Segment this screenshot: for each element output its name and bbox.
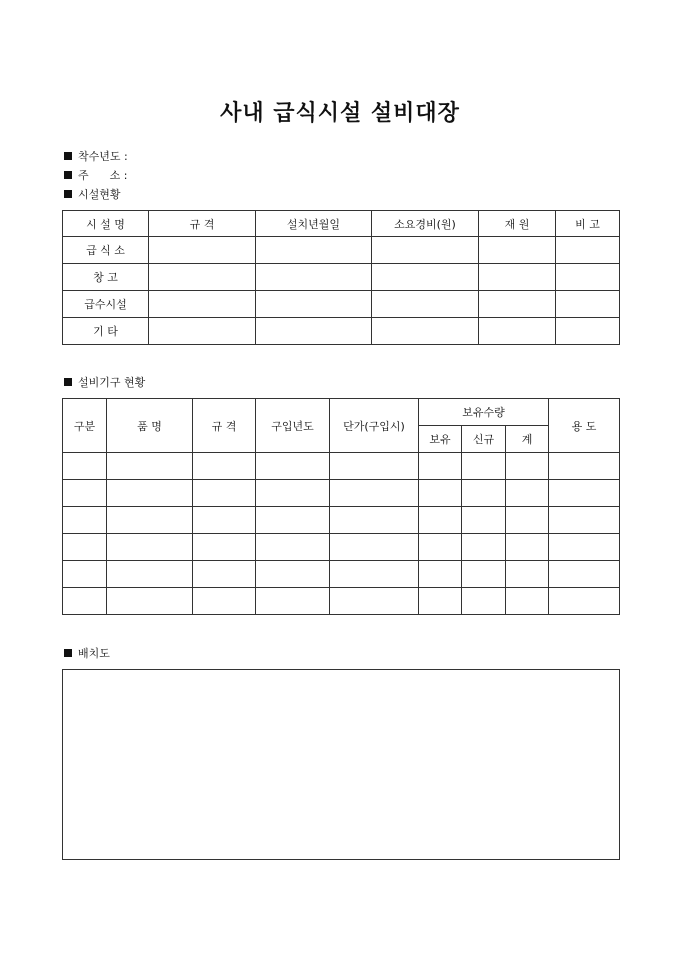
- facility-status-label: 시설현황: [78, 188, 121, 201]
- table-row: [63, 588, 620, 615]
- col-header: 규 격: [149, 211, 256, 237]
- table-row: [63, 237, 620, 264]
- table-cell[interactable]: [193, 561, 256, 588]
- table-cell[interactable]: [107, 480, 193, 507]
- table-cell[interactable]: [419, 480, 462, 507]
- layout-drawing-box[interactable]: [62, 669, 620, 860]
- table-cell[interactable]: [549, 507, 620, 534]
- table-cell[interactable]: [256, 453, 330, 480]
- col-header: 규 격: [193, 399, 256, 453]
- table-cell[interactable]: [506, 588, 549, 615]
- col-header: 비 고: [556, 211, 620, 237]
- bullet-square-icon: [64, 152, 72, 160]
- table-cell[interactable]: [462, 534, 506, 561]
- row-label: 급 식 소: [63, 237, 149, 264]
- table-cell[interactable]: [193, 453, 256, 480]
- col-header: 시 설 명: [63, 211, 149, 237]
- table-cell[interactable]: [149, 318, 256, 345]
- table-cell[interactable]: [372, 318, 479, 345]
- table-cell[interactable]: [193, 588, 256, 615]
- col-header: 보유: [419, 426, 462, 453]
- table-row: [63, 480, 620, 507]
- table-cell[interactable]: [372, 264, 479, 291]
- table-cell[interactable]: [256, 291, 372, 318]
- table-cell[interactable]: [479, 318, 556, 345]
- table-cell[interactable]: [256, 237, 372, 264]
- table-cell[interactable]: [107, 588, 193, 615]
- bullet-square-icon: [64, 649, 72, 657]
- table-cell[interactable]: [256, 507, 330, 534]
- table-cell[interactable]: [479, 291, 556, 318]
- table-cell[interactable]: [330, 561, 419, 588]
- table-cell[interactable]: [193, 507, 256, 534]
- facility-table: [62, 210, 620, 345]
- table-cell[interactable]: [462, 561, 506, 588]
- table-cell[interactable]: [419, 588, 462, 615]
- table-cell[interactable]: [462, 588, 506, 615]
- address-label: 주 소 :: [78, 169, 128, 182]
- col-header: 계: [506, 426, 549, 453]
- table-cell[interactable]: [193, 480, 256, 507]
- equipment-header-row: [63, 399, 620, 426]
- table-cell[interactable]: [556, 291, 620, 318]
- equipment-table: [62, 398, 620, 615]
- table-cell[interactable]: [506, 534, 549, 561]
- table-cell[interactable]: [330, 588, 419, 615]
- table-cell[interactable]: [63, 588, 107, 615]
- table-cell[interactable]: [149, 291, 256, 318]
- table-cell[interactable]: [549, 588, 620, 615]
- table-cell[interactable]: [330, 507, 419, 534]
- table-cell[interactable]: [330, 453, 419, 480]
- col-header: 품 명: [107, 399, 193, 453]
- table-cell[interactable]: [193, 534, 256, 561]
- equipment-status-line: [64, 376, 145, 390]
- table-cell[interactable]: [330, 480, 419, 507]
- col-header: 설치년월일: [256, 211, 372, 237]
- address-line: [64, 169, 127, 183]
- table-cell[interactable]: [419, 534, 462, 561]
- table-cell[interactable]: [256, 534, 330, 561]
- table-cell[interactable]: [107, 507, 193, 534]
- facility-status-line: [64, 188, 121, 202]
- table-cell[interactable]: [462, 507, 506, 534]
- table-row: [63, 318, 620, 345]
- table-cell[interactable]: [549, 534, 620, 561]
- table-cell[interactable]: [419, 561, 462, 588]
- table-row: [63, 561, 620, 588]
- table-cell[interactable]: [549, 561, 620, 588]
- facility-header-row: [63, 211, 620, 237]
- col-header: 보유수량: [419, 399, 549, 426]
- equipment-status-label: 설비기구 현황: [78, 376, 146, 389]
- layout-label: 배치도: [78, 647, 110, 660]
- table-cell[interactable]: [107, 561, 193, 588]
- table-cell[interactable]: [63, 534, 107, 561]
- table-cell[interactable]: [149, 237, 256, 264]
- table-cell[interactable]: [107, 534, 193, 561]
- table-cell[interactable]: [419, 507, 462, 534]
- table-cell[interactable]: [479, 264, 556, 291]
- table-cell[interactable]: [372, 291, 479, 318]
- table-row: [63, 291, 620, 318]
- bullet-square-icon: [64, 171, 72, 179]
- col-header: 재 원: [479, 211, 556, 237]
- col-header: 구분: [63, 399, 107, 453]
- table-cell[interactable]: [506, 507, 549, 534]
- row-label: 기 타: [63, 318, 149, 345]
- table-cell[interactable]: [256, 264, 372, 291]
- table-cell[interactable]: [372, 237, 479, 264]
- table-cell[interactable]: [556, 264, 620, 291]
- table-row: [63, 453, 620, 480]
- col-header: 용 도: [549, 399, 620, 453]
- start-year-label: 착수년도 :: [78, 150, 128, 163]
- table-cell[interactable]: [419, 453, 462, 480]
- page-title: 사내 급식시설 설비대장: [220, 101, 460, 126]
- row-label: 창 고: [63, 264, 149, 291]
- table-cell[interactable]: [506, 561, 549, 588]
- col-header: 구입년도: [256, 399, 330, 453]
- table-cell[interactable]: [63, 561, 107, 588]
- col-header: 신규: [462, 426, 506, 453]
- table-cell[interactable]: [149, 264, 256, 291]
- table-row: [63, 534, 620, 561]
- table-cell[interactable]: [462, 453, 506, 480]
- table-cell[interactable]: [549, 453, 620, 480]
- table-cell[interactable]: [107, 453, 193, 480]
- table-cell[interactable]: [63, 453, 107, 480]
- table-cell[interactable]: [462, 480, 506, 507]
- table-cell[interactable]: [63, 507, 107, 534]
- table-cell[interactable]: [256, 588, 330, 615]
- table-row: [63, 507, 620, 534]
- layout-line: [64, 647, 110, 661]
- table-cell[interactable]: [63, 480, 107, 507]
- table-cell[interactable]: [256, 561, 330, 588]
- table-cell[interactable]: [330, 534, 419, 561]
- start-year-line: [64, 150, 128, 164]
- table-cell[interactable]: [256, 480, 330, 507]
- table-cell[interactable]: [556, 318, 620, 345]
- table-cell[interactable]: [479, 237, 556, 264]
- bullet-square-icon: [64, 190, 72, 198]
- col-header: 단가(구입시): [330, 399, 419, 453]
- bullet-square-icon: [64, 378, 72, 386]
- table-cell[interactable]: [556, 237, 620, 264]
- row-label: 급수시설: [63, 291, 149, 318]
- col-header: 소요경비(원): [372, 211, 479, 237]
- table-cell[interactable]: [549, 480, 620, 507]
- table-cell[interactable]: [506, 480, 549, 507]
- table-row: [63, 264, 620, 291]
- table-cell[interactable]: [256, 318, 372, 345]
- table-cell[interactable]: [506, 453, 549, 480]
